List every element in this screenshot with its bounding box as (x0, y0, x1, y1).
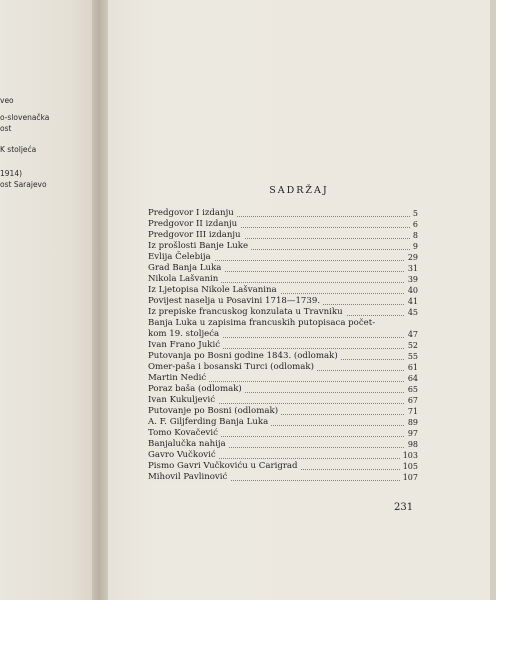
toc-entry-page: 47 (405, 329, 418, 340)
toc-entry-title: Pismo Gavri Vučkoviću u Carigrad (148, 461, 301, 471)
toc-entry (148, 241, 418, 252)
toc-entry-page: 65 (405, 384, 418, 395)
contents-heading: SADRŽAJ (269, 185, 329, 196)
toc-entry (148, 351, 418, 362)
toc-entry-title: Nikola Lašvanin (148, 274, 221, 284)
page-number: 231 (394, 502, 414, 513)
toc-entry-title: Iz Ljetopisa Nikole Lašvanina (148, 285, 280, 295)
left-page-fragment: ost Sarajevo (0, 180, 47, 189)
toc-entry-title: Putovanja po Bosni godine 1843. (odlomak) (148, 351, 341, 361)
toc-entry-title: Gavro Vučković (148, 450, 219, 460)
toc-entry-title: Banja Luka u zapisima francuskih putopisaca počet- (148, 318, 378, 328)
toc-entry-title: Povijest naselja u Posavini 1718—1739. (148, 296, 323, 306)
toc-entry-page: 105 (400, 461, 418, 472)
toc-entry (148, 395, 418, 406)
toc-entry (148, 340, 418, 351)
toc-entry-title: Predgovor III izdanju (148, 230, 244, 240)
toc-entry-page: 52 (405, 340, 418, 351)
toc-entry-page: 67 (405, 395, 418, 406)
toc-entry-page: 9 (410, 241, 418, 252)
toc-entry-title: kom 19. stoljeća (148, 329, 222, 339)
toc-entry (148, 285, 418, 296)
toc-entry-title: Iz prepiske francuskog konzulata u Travniku (148, 307, 346, 317)
toc-entry (148, 208, 418, 219)
toc-entry (148, 439, 418, 450)
toc-entry-title: Martin Nedić (148, 373, 209, 383)
toc-entry-page: 89 (405, 417, 418, 428)
toc-entry-title: Omer-paša i bosanski Turci (odlomak) (148, 362, 317, 372)
left-page-fragment: ost (0, 124, 12, 133)
toc-entry-title: Putovanje po Bosni (odlomak) (148, 406, 281, 416)
toc-entry (148, 373, 418, 384)
toc-entry-page: 5 (410, 208, 418, 219)
toc-entry (148, 329, 418, 340)
toc-entry (148, 417, 418, 428)
toc-entry-page: 31 (405, 263, 418, 274)
page-edge (490, 0, 496, 600)
toc-entry (148, 384, 418, 395)
toc-entry-page: 71 (405, 406, 418, 417)
toc-entry-page: 55 (405, 351, 418, 362)
toc-entry-page: 61 (405, 362, 418, 373)
toc-entry-title: Tomo Kovačević (148, 428, 221, 438)
toc-entry-title: Predgovor II izdanju (148, 219, 240, 229)
toc-entry-title: Predgovor I izdanju (148, 208, 237, 218)
toc-entry-title: Mihovil Pavlinović (148, 472, 230, 482)
toc-entry (148, 219, 418, 230)
left-page-fragment: K stoljeća (0, 145, 37, 154)
left-page-fragment: o-slovenačka (0, 113, 50, 122)
toc-entry-page: 98 (405, 439, 418, 450)
toc-entry (148, 450, 418, 461)
toc-entry (148, 472, 418, 483)
toc-entry-title: Ivan Frano Jukić (148, 340, 223, 350)
toc-entry (148, 296, 418, 307)
toc-entry (148, 252, 418, 263)
toc-entry (148, 230, 418, 241)
toc-entry-page: 45 (405, 307, 418, 318)
toc-entry-page: 29 (405, 252, 418, 263)
toc-entry-page: 97 (405, 428, 418, 439)
left-page (0, 0, 100, 600)
toc-entry (148, 428, 418, 439)
toc-entry-title: Ivan Kukuljević (148, 395, 218, 405)
toc-entry (148, 362, 418, 373)
toc-entry-page: 6 (410, 219, 418, 230)
toc-entry-page: 107 (400, 472, 418, 483)
toc-entry-page: 8 (410, 230, 418, 241)
left-page-fragment: veo (0, 96, 14, 105)
toc-entry (148, 461, 418, 472)
toc-entry-page: 64 (405, 373, 418, 384)
toc-entry (148, 307, 418, 318)
toc-entry-page: 39 (405, 274, 418, 285)
toc-entry (148, 318, 418, 329)
toc-entry-page: 103 (400, 450, 418, 461)
toc-entry-page: 40 (405, 285, 418, 296)
toc-entry (148, 263, 418, 274)
table-of-contents (148, 208, 418, 483)
toc-entry-title: Evlija Čelebija (148, 252, 214, 262)
toc-entry-title: A. F. Giljferding Banja Luka (148, 417, 271, 427)
left-page-fragment: 1914) (0, 169, 23, 178)
toc-entry-page: 41 (405, 296, 418, 307)
toc-entry-title: Iz prošlosti Banje Luke (148, 241, 251, 251)
right-page (108, 0, 490, 600)
toc-entry (148, 406, 418, 417)
toc-entry-title: Grad Banja Luka (148, 263, 224, 273)
toc-entry (148, 274, 418, 285)
toc-entry-title: Banjalučka nahija (148, 439, 229, 449)
toc-entry-title: Poraz baša (odlomak) (148, 384, 245, 394)
